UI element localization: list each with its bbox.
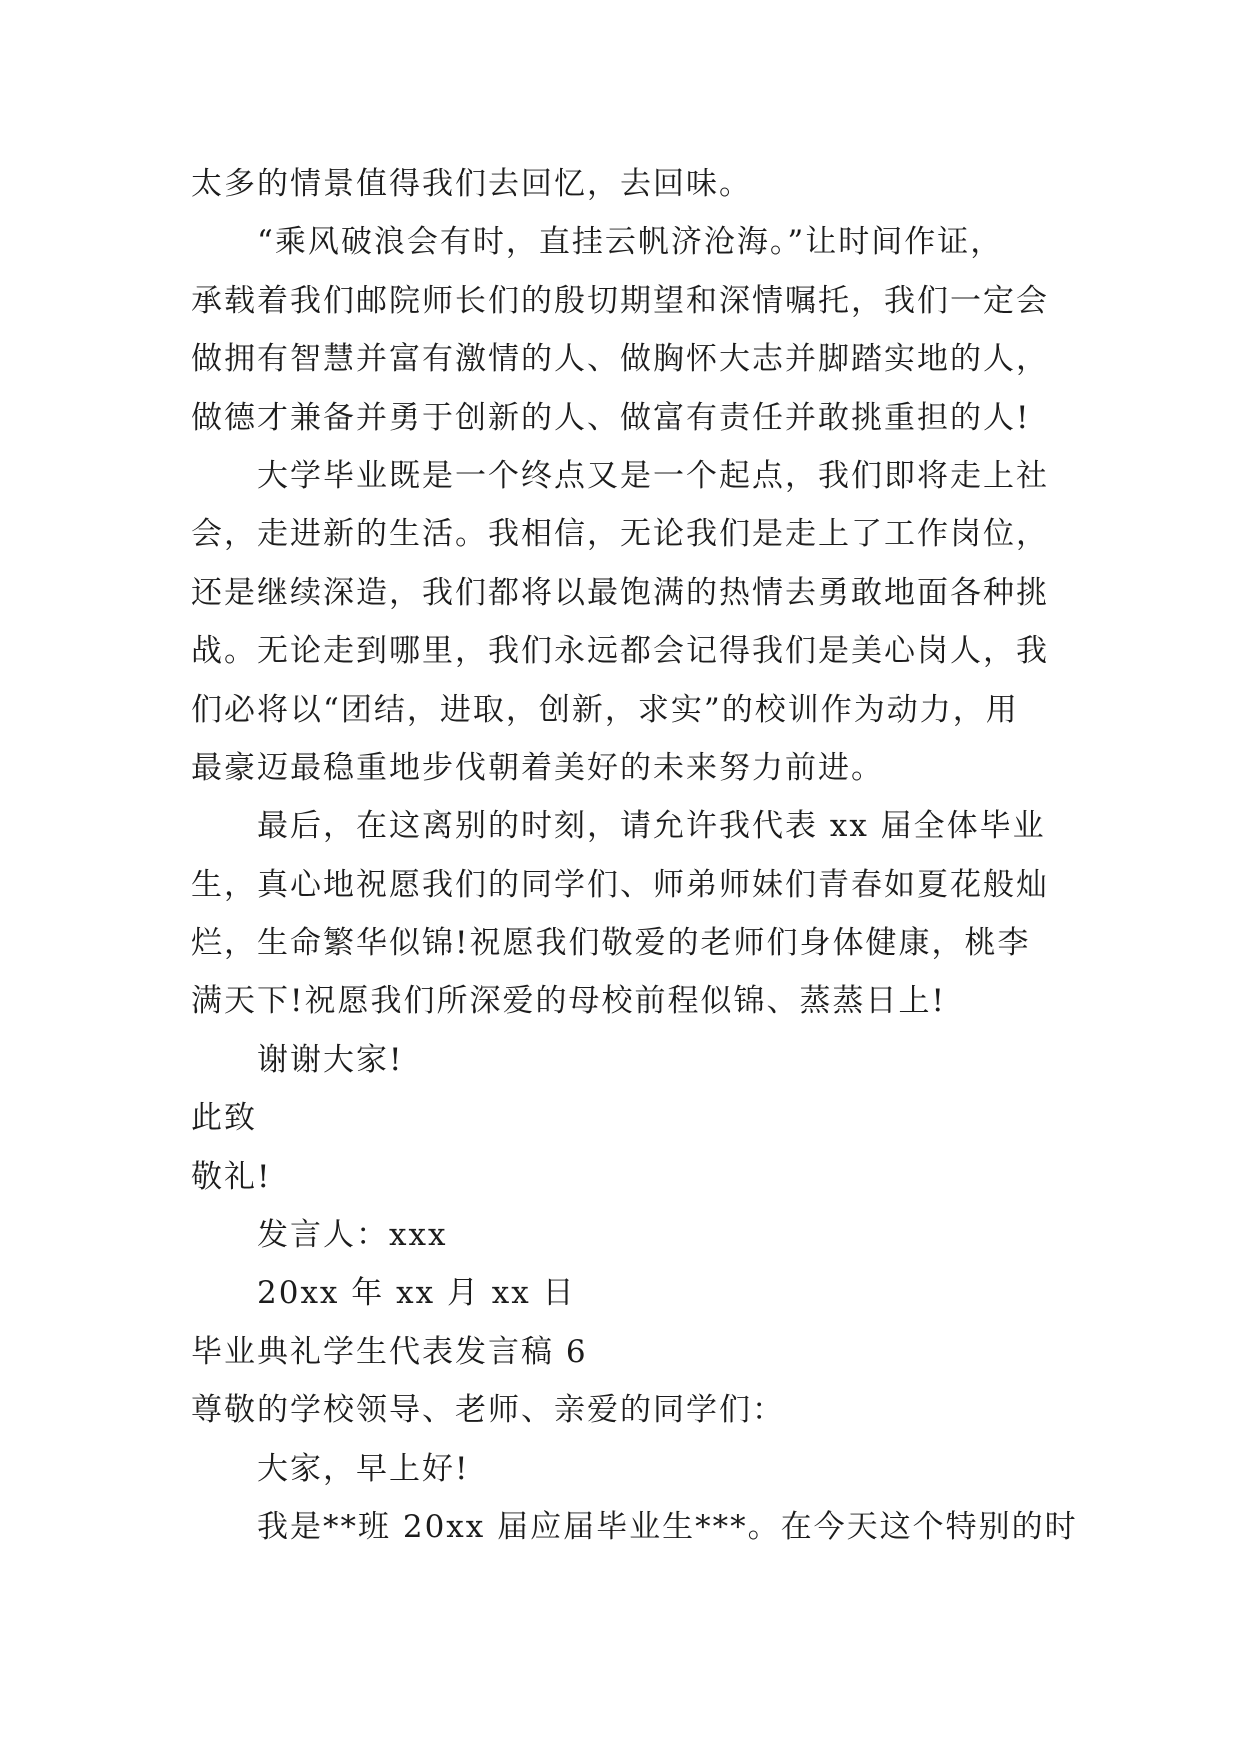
body-line: 承载着我们邮院师长们的殷切期望和深情嘱托，我们一定会: [191, 282, 1049, 319]
body-line-quote: “乘风破浪会有时，直挂云帆济沧海。”让时间作证，: [257, 224, 1004, 261]
document-body: [191, 155, 1078, 1556]
thanks-line: 谢谢大家!: [257, 1041, 404, 1078]
body-line: 做德才兼备并勇于创新的人、做富有责任并敢挑重担的人!: [191, 399, 1031, 436]
body-line: 最后，在这离别的时刻，请允许我代表 xx 届全体毕业: [257, 808, 1046, 845]
body-line: 们必将以“团结，进取，创新，求实”的校训作为动力，用: [191, 691, 1019, 728]
closing-salutation: 此致: [191, 1100, 257, 1137]
speaker-line: 发言人：xxx: [257, 1217, 448, 1254]
body-line: 会，走进新的生活。我相信，无论我们是走上了工作岗位，: [191, 516, 1049, 553]
greeting-line: 大家，早上好!: [257, 1450, 470, 1487]
date-line: 20xx 年 xx 月 xx 日: [257, 1275, 576, 1312]
body-line: 最豪迈最稳重地步伐朝着美好的未来努力前进。: [191, 749, 884, 786]
body-line: 战。无论走到哪里，我们永远都会记得我们是美心岗人，我: [191, 633, 1049, 670]
section-title: 毕业典礼学生代表发言稿 6: [191, 1333, 588, 1370]
body-line: 大学毕业既是一个终点又是一个起点，我们即将走上社: [257, 457, 1049, 494]
body-line: 做拥有智慧并富有激情的人、做胸怀大志并脚踏实地的人，: [191, 341, 1049, 378]
body-line: 我是**班 20xx 届应届毕业生***。在今天这个特别的时: [257, 1508, 1078, 1545]
body-line: 生，真心地祝愿我们的同学们、师弟师妹们青春如夏花般灿: [191, 866, 1049, 903]
greeting-addressee: 尊敬的学校领导、老师、亲爱的同学们：: [191, 1392, 785, 1429]
closing-regards: 敬礼!: [191, 1158, 272, 1195]
body-line: 太多的情景值得我们去回忆，去回味。: [191, 166, 752, 202]
body-line: 烂，生命繁华似锦!祝愿我们敬爱的老师们身体健康，桃李: [191, 925, 1031, 962]
body-line: 满天下!祝愿我们所深爱的母校前程似锦、蒸蒸日上!: [191, 983, 946, 1020]
body-line: 还是继续深造，我们都将以最饱满的热情去勇敢地面各种挑: [191, 574, 1049, 611]
